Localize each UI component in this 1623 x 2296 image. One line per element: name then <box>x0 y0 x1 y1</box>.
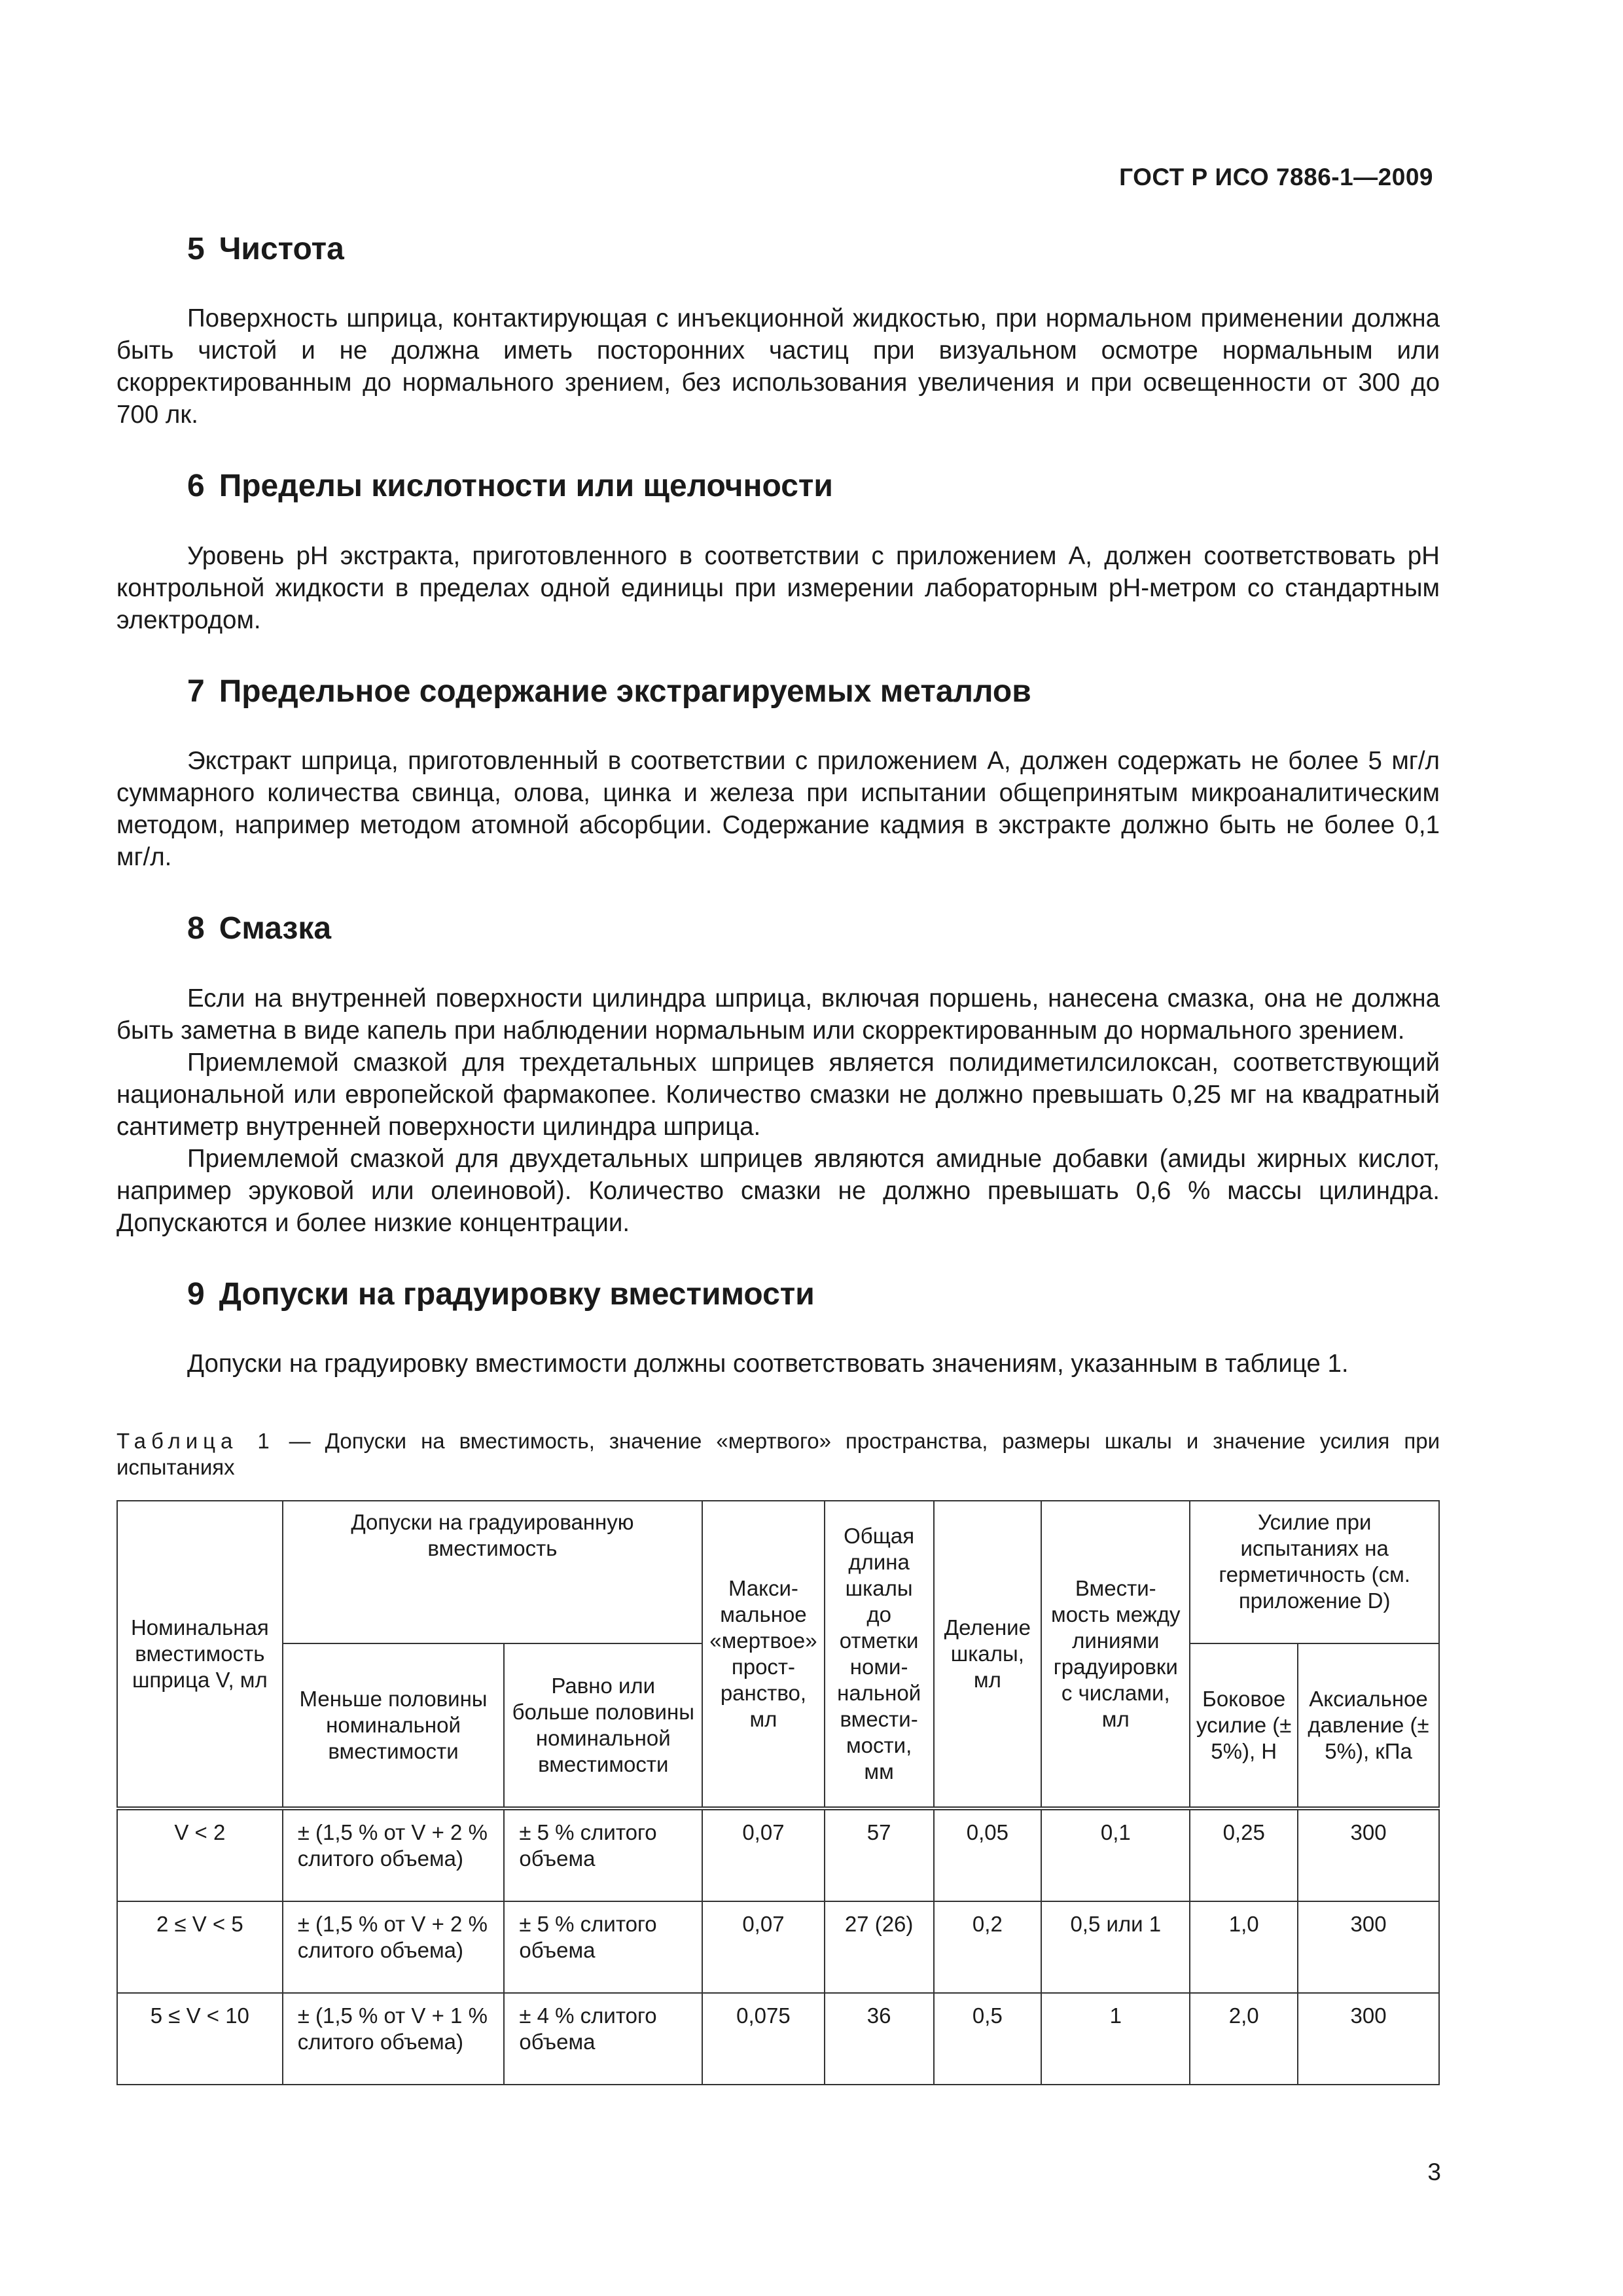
paragraph: Если на внутренней поверхности цилиндра шприца, включая поршень, нанесена смазка, она не должна быть заметна в виде капель при наблюдении нормальным или скорректированным до нормального зрением. <box>116 984 1440 1045</box>
cell-nominal: 2 ≤ V < 5 <box>117 1901 283 1993</box>
header-ge-half: Равно или больше половины номинальной вместимости <box>504 1643 702 1808</box>
cell-division: 0,05 <box>934 1808 1042 1901</box>
cell-scale-length: 27 (26) <box>825 1901 934 1993</box>
cell-nominal: V < 2 <box>117 1808 283 1901</box>
paragraph: Поверхность шприца, контактирующая с инъекционной жидкостью, при нормальном применении должна быть чистой и не должна иметь посторонних частиц при визуальном осмотре нормальным или скорректированным до нормального зрением, без использования увеличения и при освещенности от 300 до 700 лк. <box>116 304 1440 429</box>
cell-between-lines: 1 <box>1041 1993 1190 2085</box>
section-number: 7 <box>187 673 205 709</box>
cell-side-force: 1,0 <box>1190 1901 1298 1993</box>
section-title: Чистота <box>219 232 344 266</box>
section-heading <box>116 229 1440 270</box>
section-number: 8 <box>187 911 205 946</box>
section-title: Пределы кислотности или щелочности <box>219 469 833 504</box>
header-side-force: Боковое усилие (± 5%), Н <box>1190 1643 1298 1808</box>
table-row <box>117 1993 1439 2085</box>
section-number: 9 <box>187 1276 205 1312</box>
cell-axial-pressure: 300 <box>1298 1993 1439 2085</box>
cell-scale-length: 57 <box>825 1808 934 1901</box>
cell-ge-half: ± 5 % слитого объема <box>504 1901 702 1993</box>
section-number: 5 <box>187 232 205 266</box>
page-number: 3 <box>1427 2159 1441 2185</box>
section-heading <box>116 466 1440 507</box>
cell-scale-length: 36 <box>825 1993 934 2085</box>
paragraph: Уровень pH экстракта, приготовленного в соответствии с приложением А, должен соответствовать pH контрольной жидкости в пределах одной единицы при измерении лабораторным pH-метром со стандартным электродом. <box>116 541 1440 634</box>
section-9 <box>116 1274 1440 1380</box>
tolerance-table <box>116 1500 1440 2085</box>
cell-ge-half: ± 4 % слитого объема <box>504 1993 702 2085</box>
table-row <box>117 1901 1439 1993</box>
section-title: Допуски на градуировку вместимости <box>219 1276 815 1312</box>
paragraph: Приемлемой смазкой для двухдетальных шприцев являются амидные добавки (амиды жирных кислот, например эруковой или олеиновой). Количество смазки не должно превышать 0,6 % массы цилиндра. Допускаются и более низкие концентрации. <box>116 1144 1440 1237</box>
cell-less-half: ± (1,5 % от V + 2 % слитого объема) <box>283 1808 505 1901</box>
section-heading <box>116 1274 1440 1315</box>
cell-dead-space: 0,07 <box>702 1808 825 1901</box>
section-number: 6 <box>187 469 205 504</box>
table-caption-label: Таблица 1 <box>116 1428 275 1453</box>
header-division: Деление шкалы, мл <box>934 1501 1042 1808</box>
cell-side-force: 0,25 <box>1190 1808 1298 1901</box>
section-heading <box>116 672 1440 712</box>
cell-between-lines: 0,5 или 1 <box>1041 1901 1190 1993</box>
document-id-header: ГОСТ Р ИСО 7886-1—2009 <box>1119 164 1433 190</box>
cell-division: 0,5 <box>934 1993 1042 2085</box>
section-title: Смазка <box>219 911 332 946</box>
header-less-half: Меньше половины номинальной вместимости <box>283 1643 505 1808</box>
cell-dead-space: 0,07 <box>702 1901 825 1993</box>
header-scale-length: Общая длина шкалы до отметки номи-нальной вмести-мости, мм <box>825 1501 934 1808</box>
cell-ge-half: ± 5 % слитого объема <box>504 1808 702 1901</box>
table-caption-text: — Допуски на вместимость, значение «мертвого» пространства, размеры шкалы и значение усилия при испытаниях <box>116 1428 1440 1479</box>
table-row <box>117 1808 1439 1901</box>
page-content <box>116 229 1440 2085</box>
cell-nominal: 5 ≤ V < 10 <box>117 1993 283 2085</box>
paragraph: Экстракт шприца, приготовленный в соответствии с приложением А, должен содержать не более 5 мг/л суммарного количества свинца, олова, цинка и железа при испытании общепринятым микроаналитическим методом, например методом атомной абсорбции. Содержание кадмия в экстракте должно быть не более 0,1 мг/л. <box>116 747 1440 872</box>
section-8 <box>116 908 1440 1238</box>
cell-axial-pressure: 300 <box>1298 1808 1439 1901</box>
section-7 <box>116 672 1440 873</box>
header-tolerance-group: Допуски на градуированную вместимость <box>283 1501 702 1643</box>
section-title: Предельное содержание экстрагируемых металлов <box>219 673 1031 709</box>
header-between-lines: Вмести-мость между линиями градуировки с числами, мл <box>1041 1501 1190 1808</box>
cell-dead-space: 0,075 <box>702 1993 825 2085</box>
header-axial-pressure: Аксиальное давление (± 5%), кПа <box>1298 1643 1439 1808</box>
header-nominal: Номинальная вместимость шприца V, мл <box>117 1501 283 1808</box>
header-dead-space: Макси-мальное «мертвое» прост-ранство, мл <box>702 1501 825 1808</box>
section-5 <box>116 229 1440 431</box>
header-force-group: Усилие при испытаниях на герметичность (см. приложение D) <box>1190 1501 1439 1643</box>
cell-between-lines: 0,1 <box>1041 1808 1190 1901</box>
section-heading <box>116 908 1440 949</box>
cell-side-force: 2,0 <box>1190 1993 1298 2085</box>
cell-less-half: ± (1,5 % от V + 2 % слитого объема) <box>283 1901 505 1993</box>
cell-division: 0,2 <box>934 1901 1042 1993</box>
table-caption <box>116 1428 1440 1480</box>
section-6 <box>116 466 1440 636</box>
cell-less-half: ± (1,5 % от V + 1 % слитого объема) <box>283 1993 505 2085</box>
paragraph: Приемлемой смазкой для трехдетальных шприцев является полидиметилсилоксан, соответствующий национальной или европейской фармакопее. Количество смазки не должно превышать 0,25 мг на квадратный сантиметр внутренней поверхности цилиндра шприца. <box>116 1048 1440 1141</box>
paragraph: Допуски на градуировку вместимости должны соответствовать значениям, указанным в таблице 1. <box>187 1349 1349 1378</box>
cell-axial-pressure: 300 <box>1298 1901 1439 1993</box>
